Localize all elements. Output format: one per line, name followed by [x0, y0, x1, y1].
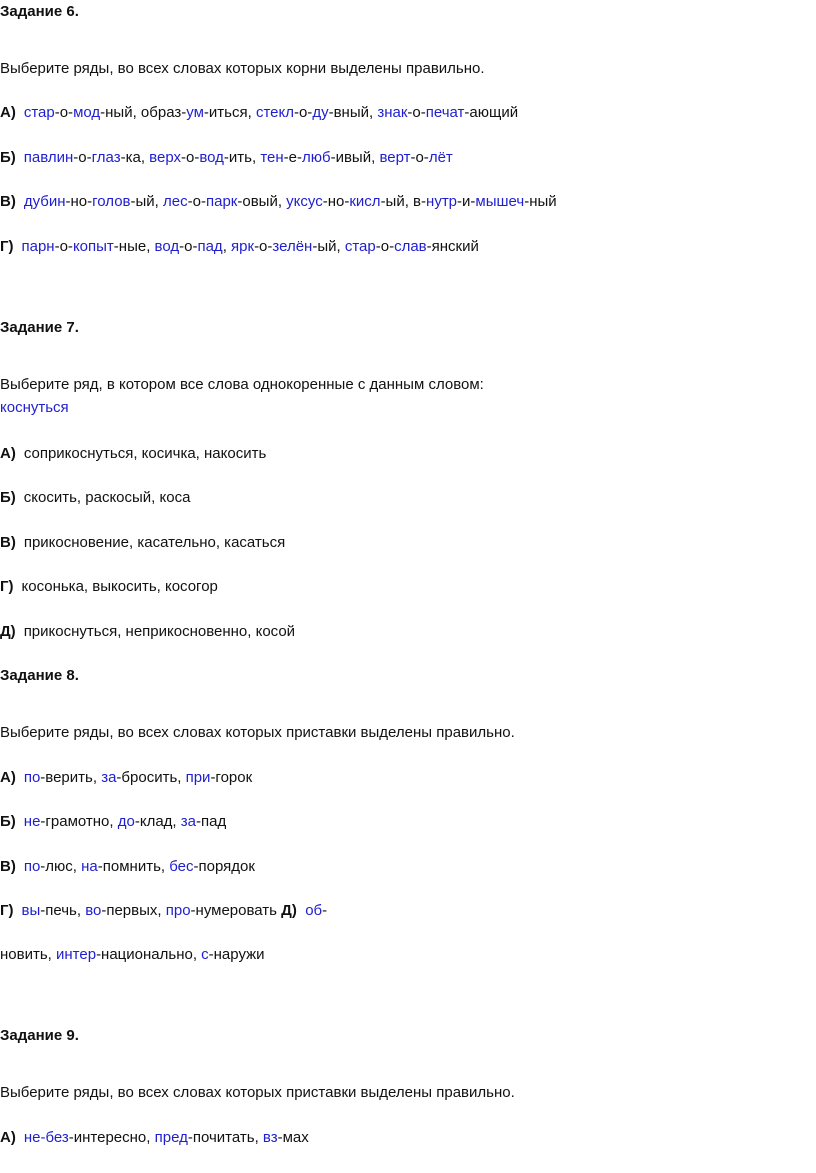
highlighted-morpheme: верх — [149, 149, 181, 166]
highlighted-morpheme: зелён — [272, 238, 313, 255]
plain-text: -о- — [375, 238, 395, 255]
plain-text: -ка, — [120, 149, 150, 166]
highlighted-morpheme: кисл — [349, 193, 381, 210]
plain-text: соприкоснуться, косичка, накосить — [23, 445, 267, 462]
plain-text: -грамотно, — [40, 813, 118, 830]
plain-text: -о- — [179, 238, 198, 255]
plain-text: -но- — [322, 193, 350, 210]
plain-text: -вный, — [328, 104, 378, 121]
option-label: Б) — [0, 813, 16, 830]
plain-text: -о- — [293, 104, 313, 121]
highlighted-morpheme: вод — [154, 238, 180, 255]
highlighted-morpheme: нутр — [426, 193, 458, 210]
highlighted-morpheme: люб — [302, 149, 331, 166]
plain-text: -горок — [210, 769, 253, 786]
highlighted-morpheme: об — [301, 902, 323, 919]
plain-text: -почитать, — [187, 1129, 263, 1146]
plain-text: -помнить, — [97, 858, 170, 875]
highlighted-morpheme: тен — [260, 149, 284, 166]
task6-title: Задание 6. — [0, 3, 79, 20]
highlighted-morpheme: при — [185, 769, 211, 786]
highlighted-morpheme: верт — [379, 149, 411, 166]
highlighted-morpheme: вод — [199, 149, 224, 166]
task7-question: Выберите ряд, в котором все слова однокоренные с данным словом: — [0, 376, 484, 393]
plain-text: -бросить, — [116, 769, 186, 786]
highlighted-morpheme: за — [101, 769, 117, 786]
highlighted-morpheme: копыт — [72, 238, 114, 255]
highlighted-morpheme: знак — [377, 104, 408, 121]
task7-option-a — [0, 444, 266, 464]
highlighted-morpheme: печат — [425, 104, 465, 121]
highlighted-morpheme: глаз — [91, 149, 121, 166]
task6-option-g — [0, 237, 479, 257]
plain-text: -нумеровать — [190, 902, 282, 919]
task9-question: Выберите ряды, во всех словах которых приставки выделены правильно. — [0, 1084, 515, 1101]
plain-text: прикоснуться, неприкосновенно, косой — [23, 623, 296, 640]
plain-text: -о- — [54, 104, 74, 121]
highlighted-morpheme: вы — [21, 902, 41, 919]
plain-text: -янский — [426, 238, 479, 255]
plain-text: -люс, — [40, 858, 82, 875]
plain-text: -пад — [196, 813, 227, 830]
task9-title: Задание 9. — [0, 1027, 79, 1044]
highlighted-morpheme: до — [117, 813, 135, 830]
task6-option-b — [0, 148, 453, 168]
option-label: Б) — [0, 489, 16, 506]
plain-text: -мах — [277, 1129, 309, 1146]
highlighted-morpheme: парк — [205, 193, 238, 210]
plain-text: -ивый, — [330, 149, 380, 166]
highlighted-morpheme: мод — [73, 104, 101, 121]
task8-option-b — [0, 812, 226, 832]
task7-option-d — [0, 622, 295, 642]
plain-text: -ый, — [130, 193, 164, 210]
highlighted-morpheme: вз — [262, 1129, 278, 1146]
task8-option-d-cont — [0, 945, 265, 965]
plain-text: -о- — [187, 193, 206, 210]
plain-text: -о- — [73, 149, 92, 166]
highlighted-morpheme: дубин — [23, 193, 66, 210]
highlighted-morpheme: голов — [92, 193, 131, 210]
option-label: Б) — [0, 149, 16, 166]
option-label: Д) — [0, 623, 16, 640]
plain-text: -и- — [457, 193, 476, 210]
plain-text: -но- — [65, 193, 93, 210]
highlighted-morpheme: ум — [186, 104, 204, 121]
highlighted-morpheme: с — [201, 946, 209, 963]
highlighted-morpheme: пад — [197, 238, 223, 255]
task7-option-b — [0, 488, 190, 508]
task8-title: Задание 8. — [0, 667, 79, 684]
plain-text: косонька, выкосить, косогор — [21, 578, 218, 595]
plain-text: -ный, образ- — [100, 104, 187, 121]
highlighted-morpheme: стекл — [255, 104, 294, 121]
plain-text: -овый, — [237, 193, 287, 210]
plain-text: -ый, — [312, 238, 345, 255]
highlighted-morpheme: лес — [163, 193, 188, 210]
highlighted-morpheme: стар — [344, 238, 376, 255]
plain-text: -клад, — [134, 813, 181, 830]
highlighted-morpheme: павлин — [23, 149, 74, 166]
highlighted-morpheme: стар — [23, 104, 55, 121]
highlighted-morpheme: не — [23, 813, 41, 830]
task7-word: коснуться — [0, 399, 69, 416]
task8-option-v — [0, 857, 255, 877]
plain-text: прикосновение, касательно, касаться — [23, 534, 286, 551]
highlighted-morpheme: бес — [169, 858, 194, 875]
option-label: А) — [0, 104, 16, 121]
option-label: А) — [0, 1129, 16, 1146]
plain-text: -о- — [181, 149, 200, 166]
plain-text: -ить, — [223, 149, 261, 166]
option-label: Г) — [0, 902, 14, 919]
option-label: В) — [0, 858, 16, 875]
highlighted-morpheme: интер — [56, 946, 97, 963]
plain-text: -ные, — [113, 238, 155, 255]
task8-option-g — [0, 901, 327, 921]
highlighted-morpheme: ярк — [231, 238, 255, 255]
plain-text: -иться, — [203, 104, 256, 121]
task7-title: Задание 7. — [0, 319, 79, 336]
task8-question: Выберите ряды, во всех словах которых приставки выделены правильно. — [0, 724, 515, 741]
task9-option-a — [0, 1128, 309, 1148]
task8-option-a — [0, 768, 252, 788]
plain-text: -о- — [254, 238, 273, 255]
option-label: А) — [0, 445, 16, 462]
highlighted-morpheme: во — [85, 902, 102, 919]
plain-text: -о- — [54, 238, 73, 255]
task6-option-v — [0, 192, 557, 212]
plain-text: -ный — [524, 193, 557, 210]
plain-text: -е- — [283, 149, 302, 166]
plain-text: -печь, — [40, 902, 86, 919]
task6-option-a — [0, 103, 518, 123]
highlighted-morpheme: уксус — [286, 193, 323, 210]
plain-text: -верить, — [40, 769, 102, 786]
task7-option-v — [0, 533, 285, 553]
plain-text: новить, — [0, 946, 56, 963]
task6-question: Выберите ряды, во всех словах которых корни выделены правильно. — [0, 60, 485, 77]
highlighted-morpheme: за — [180, 813, 196, 830]
plain-text: - — [322, 902, 328, 919]
highlighted-morpheme: на — [81, 858, 98, 875]
highlighted-morpheme: пред — [154, 1129, 188, 1146]
highlighted-morpheme: не-без — [23, 1129, 69, 1146]
plain-text: -ый, в- — [380, 193, 427, 210]
highlighted-morpheme: по — [23, 858, 41, 875]
highlighted-morpheme: мышеч — [475, 193, 525, 210]
highlighted-morpheme: слав — [394, 238, 427, 255]
option-label: А) — [0, 769, 16, 786]
task7-option-g — [0, 577, 218, 597]
option-label: Г) — [0, 238, 14, 255]
plain-text: -ающий — [464, 104, 519, 121]
plain-text: , — [222, 238, 232, 255]
plain-text: -наружи — [208, 946, 265, 963]
plain-text: -о- — [410, 149, 429, 166]
highlighted-morpheme: по — [23, 769, 41, 786]
option-label: Г) — [0, 578, 14, 595]
highlighted-morpheme: про — [165, 902, 191, 919]
option-label: Д) — [281, 902, 302, 919]
option-label: В) — [0, 193, 16, 210]
plain-text: скосить, раскосый, коса — [23, 489, 191, 506]
plain-text: -порядок — [193, 858, 255, 875]
option-label: В) — [0, 534, 16, 551]
plain-text: -первых, — [101, 902, 166, 919]
highlighted-morpheme: парн — [21, 238, 55, 255]
highlighted-morpheme: ду — [312, 104, 329, 121]
plain-text: -интересно, — [68, 1129, 155, 1146]
plain-text: -национально, — [96, 946, 202, 963]
highlighted-morpheme: лёт — [428, 149, 453, 166]
plain-text: -о- — [407, 104, 426, 121]
